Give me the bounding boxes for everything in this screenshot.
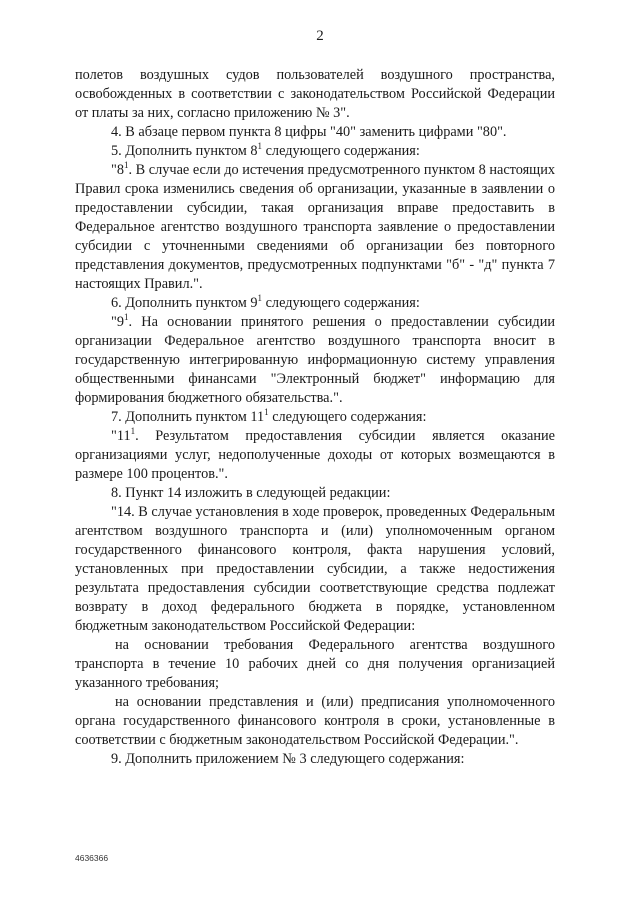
- paragraph-text: следующего содержания:: [262, 295, 420, 311]
- superscript: 1: [264, 407, 269, 418]
- paragraph-continuation: полетов воздушных судов пользователей воздушного пространства, освобожденных в соответствии с законодательством Российской Федерации от платы за них, согласно приложению № 3".: [75, 67, 555, 121]
- superscript: 1: [257, 141, 263, 152]
- paragraph-clause-8-1: [75, 161, 555, 294]
- paragraph-item-4: 4. В абзаце первом пункта 8 цифры "40" заменить цифрами "80".: [111, 124, 507, 140]
- paragraph-text: . В случае если до истечения предусмотренного пунктом 8 настоящих Правил срока изменились сведения об организации, указанные в заявлении о предоставлении субсидии, такая организация вправе предоставить в Федеральное агентство воздушного транспорта заявление о предоставлении субсидии с уточненными сведениями об организации без повторного представления документов, предусмотренных подпунктами "б" - "д" пункта 7 настоящих Правил.".: [75, 162, 555, 292]
- page-number: 2: [316, 28, 324, 44]
- paragraph-text: . На основании принятого решения о предоставлении субсидии организации Федеральное агентство воздушного транспорта вносит в государственную интегрированную информационную систему управления общественными финансами "Электронный бюджет" информацию для формирования бюджетного обязательства.".: [75, 314, 555, 406]
- paragraph-text: 6. Дополнить пунктом 9: [111, 295, 258, 311]
- document-body: [75, 66, 555, 769]
- paragraph-text: 7. Дополнить пунктом 11: [111, 409, 265, 425]
- paragraph-item-7: [75, 408, 555, 427]
- paragraph-clause-14-a: на основании требования Федерального агентства воздушного транспорта в течение 10 рабочих дней со дня получения организацией указанного требования;: [75, 637, 555, 691]
- paragraph-text: "8: [111, 162, 124, 178]
- paragraph-item-5: [75, 142, 555, 161]
- document-code: 4636366: [75, 853, 109, 863]
- paragraph-text: следующего содержания:: [262, 143, 420, 159]
- paragraph-item-8: 8. Пункт 14 изложить в следующей редакции:: [111, 485, 391, 501]
- paragraph-clause-14: "14. В случае установления в ходе проверок, проведенных Федеральным агентством воздушного транспорта и (или) уполномоченным органом государственного финансового контроля, факта нарушения условий, установленных при предоставлении субсидии, а также недостижения результата предоставления субсидии соответствующие средства подлежат возврату в доход федерального бюджета в порядке, установленном бюджетным законодательством Российской Федерации:: [75, 504, 555, 634]
- superscript: 1: [257, 293, 263, 304]
- paragraph-clause-11-1: [75, 427, 555, 484]
- superscript: 1: [124, 160, 129, 171]
- paragraph-text: 5. Дополнить пунктом 8: [111, 143, 258, 159]
- paragraph-item-6: [75, 294, 555, 313]
- paragraph-clause-14-b: на основании представления и (или) предписания уполномоченного органа государственного финансового контроля в сроки, установленные в соответствии с бюджетным законодательством Российской Федерации.".: [75, 694, 555, 748]
- superscript: 1: [130, 426, 136, 437]
- paragraph-text: "11: [111, 428, 131, 444]
- paragraph-clause-9-1: [75, 313, 555, 408]
- paragraph-item-9: 9. Дополнить приложением № 3 следующего содержания:: [111, 751, 465, 767]
- paragraph-text: "9: [111, 314, 124, 330]
- paragraph-text: . Результатом предоставления субсидии является оказание организациями услуг, недополученные доходы от которых возмещаются в размере 100 процентов.".: [75, 428, 555, 482]
- superscript: 1: [124, 312, 129, 323]
- paragraph-text: следующего содержания:: [268, 409, 427, 425]
